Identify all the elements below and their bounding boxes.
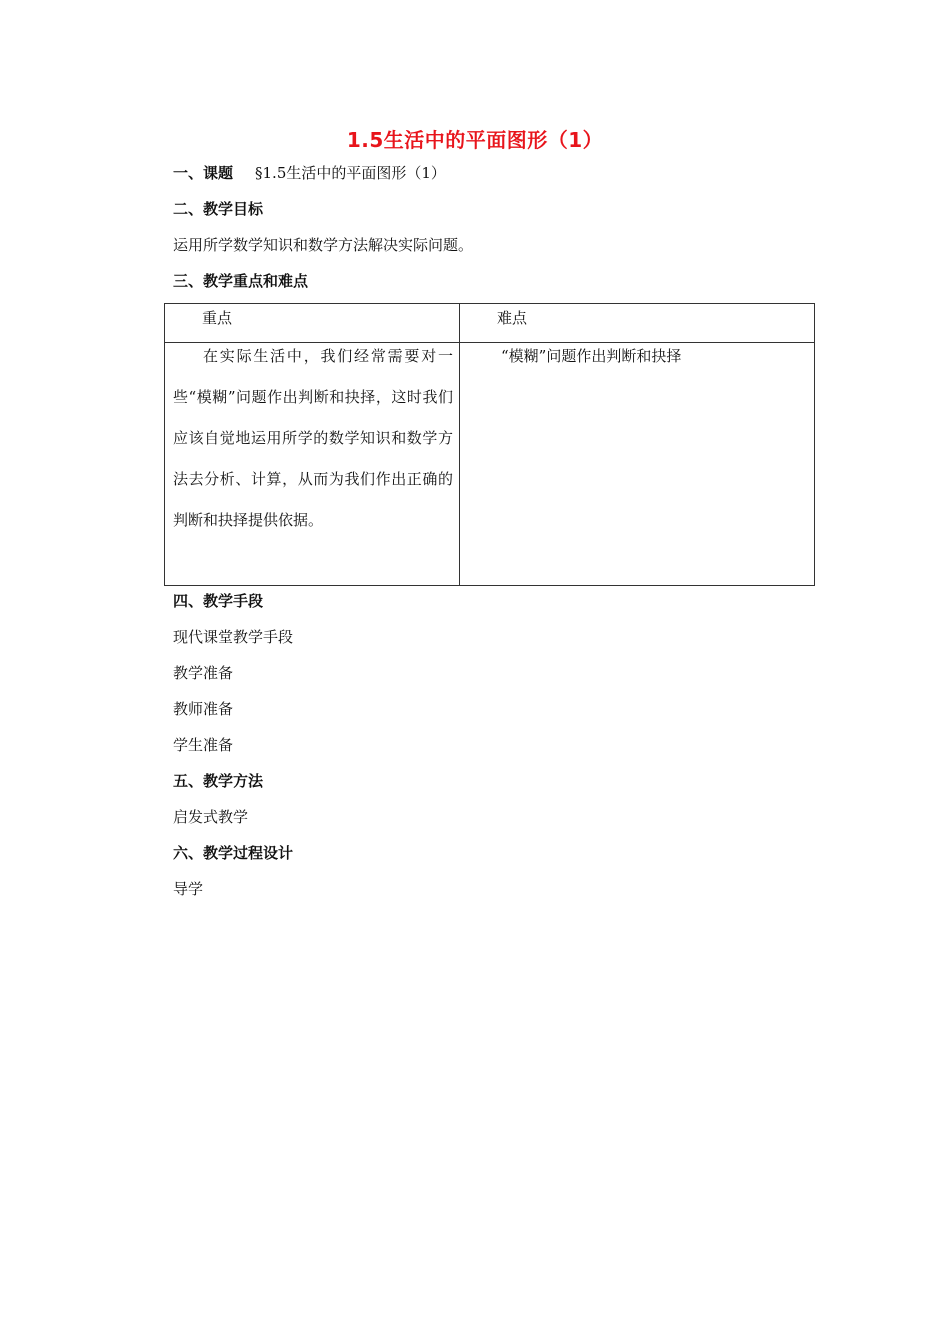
section-means-label: 四、教学手段	[173, 592, 264, 610]
section-process-label: 六、教学过程设计	[173, 844, 294, 862]
section-process-text: 导学	[173, 880, 204, 898]
table-header-difficulties: 难点	[497, 309, 528, 327]
section-method-text: 启发式教学	[173, 808, 249, 826]
section-means-line-3: 教师准备	[173, 700, 234, 718]
page-title: 1.5生活中的平面图形（1）	[346, 128, 604, 152]
section-topic-value: §1.5生活中的平面图形（1）	[255, 164, 446, 182]
table-column-divider	[459, 304, 460, 585]
section-topic-label: 一、课题	[173, 164, 234, 182]
table-header-keypoints: 重点	[202, 309, 233, 327]
section-objectives-label: 二、教学目标	[173, 200, 264, 218]
table-cell-difficulties: “模糊”问题作出判断和抉择	[501, 347, 682, 365]
section-method-label: 五、教学方法	[173, 772, 264, 790]
section-objectives-text: 运用所学数学知识和数学方法解决实际问题。	[173, 236, 474, 254]
section-means-line-2: 教学准备	[173, 664, 234, 682]
section-means-line-1: 现代课堂教学手段	[173, 628, 294, 646]
section-keypoints-label: 三、教学重点和难点	[173, 272, 309, 290]
table-cell-keypoints: 在实际生活中，我们经常需要对一些“模糊”问题作出判断和抉择，这时我们应该自觉地运用所学的数学知识和数学方法去分析、计算，从而为我们作出正确的判断和抉择提供依据。	[173, 347, 453, 529]
keypoints-table	[164, 303, 815, 586]
section-means-line-4: 学生准备	[173, 736, 234, 754]
section-topic	[173, 163, 446, 183]
